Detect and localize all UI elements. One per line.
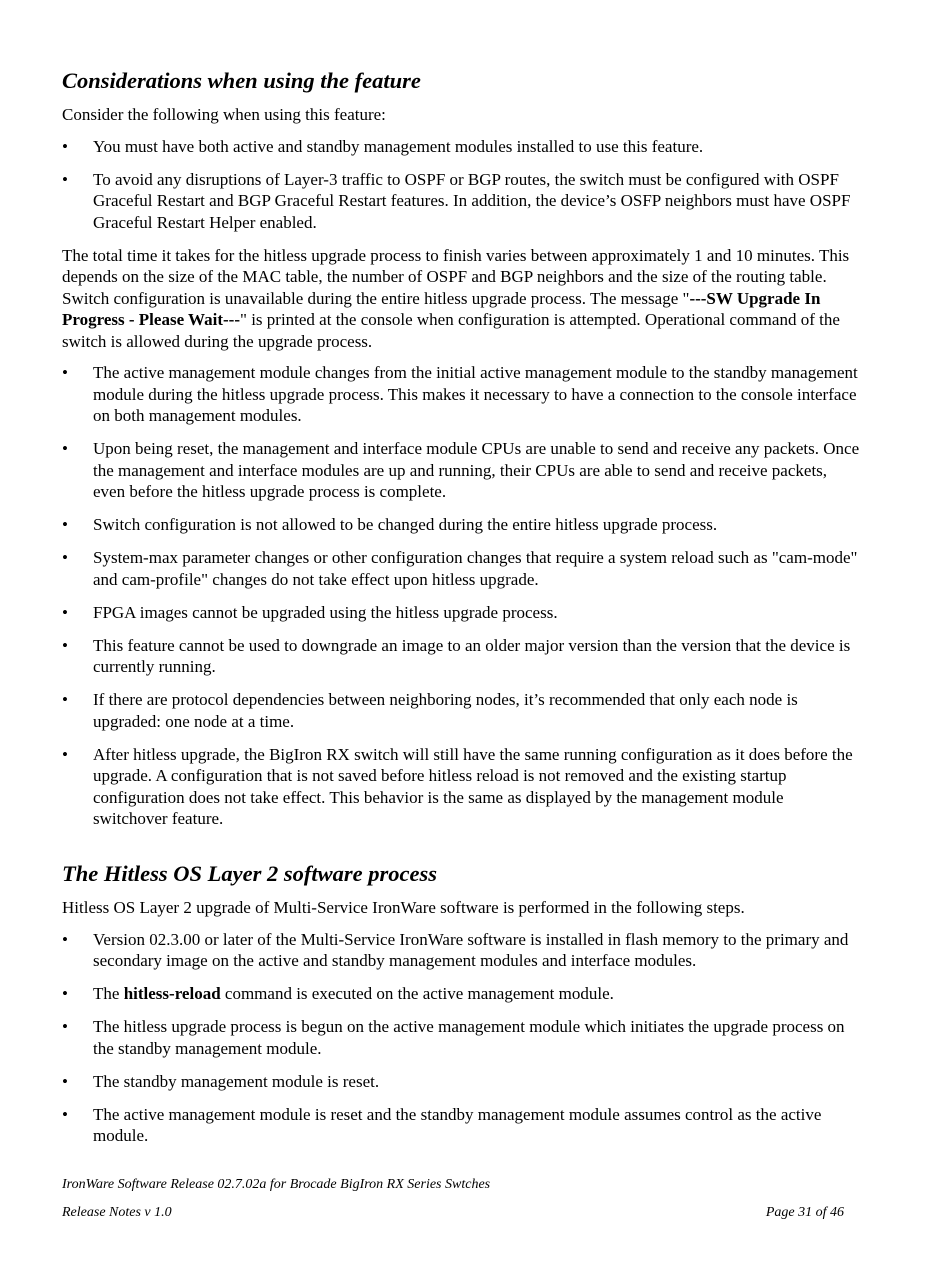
list-item <box>62 602 862 624</box>
list-item-text: System-max parameter changes or other configuration changes that require a system reload such as "cam-mode" and cam-profile" changes do not take effect upon hitless upgrade. <box>93 548 858 589</box>
upgrade-time-paragraph <box>62 245 862 353</box>
list-item <box>62 744 862 830</box>
bullet-marker: • <box>62 602 68 622</box>
bullet-marker: • <box>62 635 68 655</box>
page-number: Page 31 of 46 <box>765 1205 844 1220</box>
list-item <box>62 514 862 536</box>
console-message: ---SW Upgrade In Progress - Please Wait--- <box>62 288 821 329</box>
bullet-marker: • <box>62 169 68 189</box>
list-item-text: After hitless upgrade, the BigIron RX switch will still have the same running configuration as it does before the upgrade. A configuration that is not saved before hitless reload is not removed and the existing startup configuration does not take effect. This behavior is the same as displayed by the management module switchover feature. <box>93 744 853 828</box>
footer-release-line: IronWare Software Release 02.7.02a for Brocade BigIron RX Series Swtches <box>62 1177 491 1192</box>
bullet-marker: • <box>62 363 68 382</box>
list-item <box>62 689 862 732</box>
list-item <box>62 983 862 1005</box>
list-item <box>62 1071 862 1093</box>
bullet-marker: • <box>62 744 68 764</box>
bullet-marker: • <box>62 136 68 156</box>
bullet-marker: • <box>62 1017 68 1036</box>
bullet-marker: • <box>62 1071 68 1091</box>
bullet-list-steps <box>62 929 862 1147</box>
list-item <box>62 169 862 234</box>
paragraph-text: The total time it takes for the hitless upgrade process to finish varies between approximately 1 and 10 minutes. This depends on the size of the MAC table, the number of OSPF and BGP neighbors and the size of the routing table. Switch configuration is unavailable during the entire hitless upgrade process. The message " <box>62 245 850 308</box>
bullet-marker: • <box>62 929 68 949</box>
list-item-text: Switch configuration is not allowed to be changed during the entire hitless upgrade process. <box>93 515 718 534</box>
list-item-text: The active management module is reset and the standby management module assumes control as the active module. <box>93 1104 822 1145</box>
list-item-text: If there are protocol dependencies between neighboring nodes, it’s recommended that only each node is upgraded: one node at a time. <box>93 690 798 731</box>
bullet-marker: • <box>62 439 68 458</box>
list-item-text: The active management module changes from the initial active management module to the standby management module during the hitless upgrade process. This makes it necessary to have a connection to the console interface on both management modules. <box>93 363 858 425</box>
bullet-marker: • <box>62 984 68 1003</box>
list-item <box>62 1104 862 1147</box>
command-name: hitless-reload <box>123 984 221 1003</box>
list-item-text: The <box>93 984 124 1003</box>
list-item <box>62 929 862 972</box>
list-item-text: The hitless upgrade process is begun on the active management module which initiates the upgrade process on the standby management module. <box>93 1017 845 1058</box>
bullet-marker: • <box>62 690 68 709</box>
list-item-text: You must have both active and standby management modules installed to use this feature. <box>93 136 704 156</box>
footer-release-notes: Release Notes v 1.0 <box>62 1205 172 1220</box>
bullet-marker: • <box>62 515 68 534</box>
paragraph-text: " is printed at the console when configuration is attempted. Operational command of the switch is allowed during the upgrade process. <box>62 310 840 351</box>
list-item-text: The standby management module is reset. <box>93 1071 380 1091</box>
list-item-text: command is executed on the active management module. <box>220 984 614 1003</box>
list-item-text: Upon being reset, the management and interface module CPUs are unable to send and receive any packets. Once the management and interface modules are up and running, their CPUs are able to send and receive packets, even before the hitless upgrade process is complete. <box>93 439 860 501</box>
section-heading-hitless-process: The Hitless OS Layer 2 software process <box>62 861 437 886</box>
list-item <box>62 635 862 678</box>
list-item <box>62 136 862 158</box>
document-page <box>62 68 862 1158</box>
list-item <box>62 547 862 590</box>
section-intro: Hitless OS Layer 2 upgrade of Multi-Service IronWare software is performed in the following steps. <box>62 898 745 917</box>
list-item-text: To avoid any disruptions of Layer-3 traffic to OSPF or BGP routes, the switch must be configured with OSPF Graceful Restart and BGP Graceful Restart features. In addition, the device’s OSFP neighbors must have OSPF Graceful Restart Helper enabled. <box>93 169 851 232</box>
list-item <box>62 362 862 427</box>
bullet-list-considerations <box>62 362 862 830</box>
list-item-text: FPGA images cannot be upgraded using the hitless upgrade process. <box>93 602 558 622</box>
footer-notes-line <box>62 1204 844 1221</box>
list-item-text: This feature cannot be used to downgrade an image to an older major version than the version that the device is currently running. <box>93 635 851 676</box>
bullet-marker: • <box>62 548 68 567</box>
bullet-list-requirements <box>62 136 862 234</box>
section-intro: Consider the following when using this feature: <box>62 105 386 124</box>
list-item <box>62 438 862 503</box>
bullet-marker: • <box>62 1104 68 1124</box>
section-spacer <box>62 841 862 861</box>
section-heading-considerations: Considerations when using the feature <box>62 68 421 93</box>
list-item <box>62 1016 862 1059</box>
list-item-text: Version 02.3.00 or later of the Multi-Service IronWare software is installed in flash memory to the primary and secondary image on the active and standby management modules and interface modules. <box>93 929 849 970</box>
